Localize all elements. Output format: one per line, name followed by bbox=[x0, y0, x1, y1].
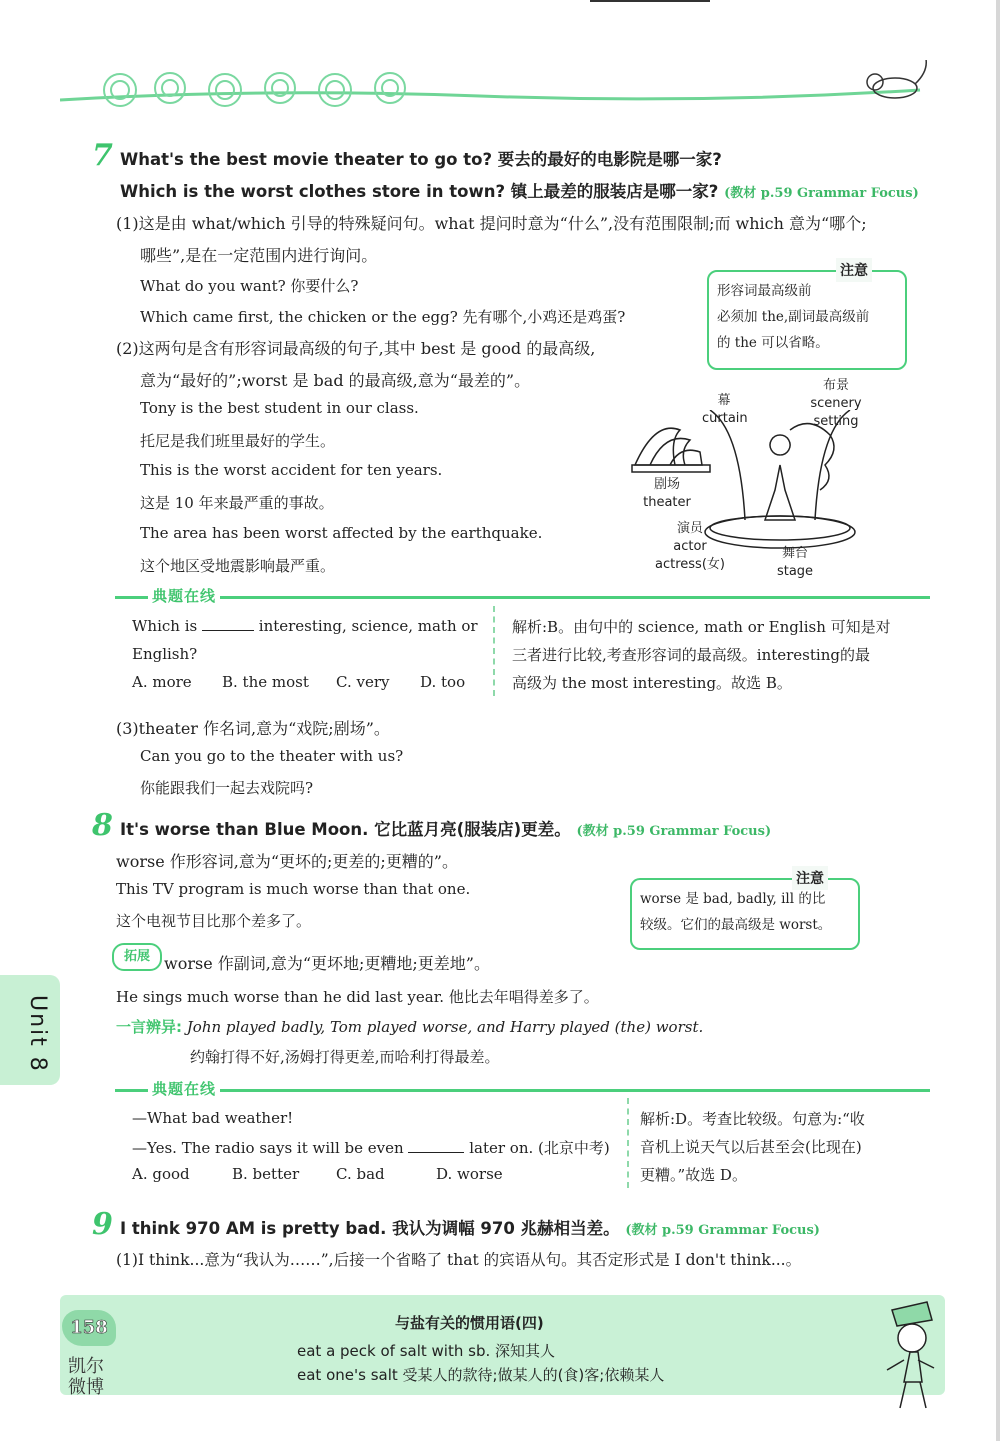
note-tag-1: 注意 bbox=[836, 258, 872, 282]
p1-q-part-a: Which is bbox=[132, 617, 198, 635]
expand-badge: 拓展 bbox=[112, 943, 162, 971]
s8-yiyan-cn: 约翰打得不好,汤姆打得更差,而哈利打得最差。 bbox=[190, 1048, 500, 1066]
note-tag-2: 注意 bbox=[792, 866, 828, 890]
opera-house-icon bbox=[635, 428, 702, 465]
scenery-en: scenery setting bbox=[810, 396, 862, 429]
p2-q2-part-a: —Yes. The radio says it will be even bbox=[132, 1139, 404, 1157]
note-1-line-3: 的 the 可以省略。 bbox=[717, 335, 829, 351]
s8-line4: He sings much worse than he did last year. 他比去年唱得差多了。 bbox=[116, 988, 599, 1006]
section-7-ref: (教材 p.59 Grammar Focus) bbox=[724, 186, 919, 201]
idiom-2: eat one's salt 受某人的款待;做某人的(食)客;依赖某人 bbox=[297, 1366, 665, 1384]
actress-label: actress(女) bbox=[655, 557, 725, 572]
practice-divider-2 bbox=[627, 1098, 629, 1188]
p2-analysis-1: 解析:D。考查比较级。句意为:“收 bbox=[640, 1110, 865, 1128]
unit-tab bbox=[0, 975, 60, 1085]
brand bbox=[68, 1356, 118, 1398]
label-actor bbox=[650, 520, 730, 574]
s7-p2-line2: 意为“最好的”;worst 是 bad 的最高级,意为“最差的”。 bbox=[140, 371, 531, 390]
label-scenery bbox=[786, 377, 886, 431]
p1-option-c: C. very bbox=[336, 673, 390, 691]
s7-p2-line1: (2)这两句是含有形容词最高级的句子,其中 best 是 good 的最高级, bbox=[116, 339, 596, 358]
s7-p3: (3)theater 作名词,意为“戏院;剧场”。 bbox=[116, 719, 390, 738]
p1-option-a: A. more bbox=[132, 673, 192, 691]
s8-line3: 这个电视节目比那个差多了。 bbox=[116, 912, 312, 930]
s7-ex-en-2: This is the worst accident for ten years. bbox=[140, 461, 443, 479]
note-2-line-2: 较级。它们的最高级是 worst。 bbox=[640, 917, 832, 933]
s7-example-1: What do you want? 你要什么? bbox=[140, 277, 359, 295]
s8-yiyan bbox=[116, 1016, 703, 1037]
section-8-ref: (教材 p.59 Grammar Focus) bbox=[576, 824, 772, 839]
note-2-line-1: worse 是 bad, badly, ill 的比 bbox=[640, 891, 826, 907]
cartoon-kid-icon bbox=[872, 1290, 952, 1420]
s7-ex-cn-1: 托尼是我们班里最好的学生。 bbox=[140, 432, 336, 450]
p1-option-b: B. the most bbox=[222, 673, 309, 691]
s8-expand-text: worse 作副词,意为“更坏地;更糟地;更差地”。 bbox=[164, 954, 490, 973]
section-8-heading bbox=[120, 816, 771, 840]
answer-blank-1[interactable] bbox=[202, 629, 254, 631]
p2-analysis-2: 音机上说天气以后甚至会(比现在) bbox=[640, 1138, 862, 1156]
note-1-line-1: 形容词最高级前 bbox=[717, 283, 812, 299]
s8-line1: worse 作形容词,意为“更坏的;更差的;更糟的”。 bbox=[116, 852, 458, 871]
section-7-number: 7 bbox=[92, 138, 113, 173]
p1-question-line2: English? bbox=[132, 645, 198, 663]
section-9-heading-text: I think 970 AM is pretty bad. 我认为调幅 970 兆赫相当差。 bbox=[120, 1219, 620, 1238]
s7-example-2: Which came first, the chicken or the egg? 先有哪个,小鸡还是鸡蛋? bbox=[140, 308, 626, 326]
s7-p1-line2: 哪些”,是在一定范围内进行询问。 bbox=[140, 246, 378, 265]
actor-cn: 演员 bbox=[676, 521, 703, 536]
label-theater bbox=[642, 476, 692, 512]
s7-ex-en-3: The area has been worst affected by the earthquake. bbox=[140, 524, 543, 542]
s8-line2: This TV program is much worse than that one. bbox=[116, 880, 471, 898]
s7-ex-en-1: Tony is the best student in our class. bbox=[140, 399, 419, 417]
idiom-1: eat a peck of salt with sb. 深知其人 bbox=[297, 1342, 555, 1360]
theater-cn: 剧场 bbox=[653, 477, 680, 492]
p2-option-c: C. bad bbox=[336, 1165, 385, 1183]
p2-q1: —What bad weather! bbox=[132, 1109, 294, 1127]
p1-option-d: D. too bbox=[420, 673, 466, 691]
yiyan-en: John played badly, Tom played worse, and Harry played (the) worst. bbox=[186, 1018, 704, 1036]
s7-p3-ex2: 你能跟我们一起去戏院吗? bbox=[140, 779, 314, 797]
p2-option-d: D. worse bbox=[436, 1165, 503, 1183]
section-7-heading-2 bbox=[120, 178, 919, 202]
s7-p1-line1: (1)这是由 what/which 引导的特殊疑问句。what 提问时意为“什么”,没有范围限制;而 which 意为“哪个; bbox=[116, 214, 867, 233]
s7-p3-ex1: Can you go to the theater with us? bbox=[140, 747, 404, 765]
note-1-line-2: 必须加 the,副词最高级前 bbox=[717, 309, 870, 325]
brand-line-1: 凯尔 bbox=[68, 1356, 104, 1377]
actor-en: actor bbox=[673, 539, 707, 554]
curtain-cn: 幕 bbox=[717, 393, 731, 408]
practice-tag-1: 典题在线 bbox=[148, 585, 220, 606]
top-rule bbox=[590, 0, 710, 2]
curtain-en: curtain bbox=[702, 411, 748, 426]
practice-divider-1 bbox=[493, 606, 495, 696]
p2-q2 bbox=[132, 1137, 610, 1158]
unit-label: Unit 8 bbox=[25, 995, 50, 1073]
p2-q2-part-b: later on. (北京中考) bbox=[469, 1139, 610, 1157]
yiyan-label: 一言辨异: bbox=[116, 1018, 182, 1036]
note-box-1 bbox=[707, 270, 907, 370]
theater-en: theater bbox=[643, 495, 691, 510]
p1-analysis-2: 三者进行比较,考查形容词的最高级。interesting的最 bbox=[512, 646, 870, 664]
scenery-cn: 布景 bbox=[822, 378, 849, 393]
heading-2-text: Which is the worst clothes store in town? 镇上最差的服装店是哪一家? bbox=[120, 182, 719, 201]
s7-ex-cn-2: 这是 10 年来最严重的事故。 bbox=[140, 494, 334, 512]
section-9-heading bbox=[120, 1215, 820, 1239]
header-decoration bbox=[60, 60, 940, 112]
practice-tag-2: 典题在线 bbox=[148, 1078, 220, 1099]
idiom-title: 与盐有关的惯用语(四) bbox=[395, 1314, 544, 1332]
page-edge bbox=[996, 0, 1000, 1441]
label-stage bbox=[770, 545, 820, 581]
p1-analysis-3: 高级为 the most interesting。故选 B。 bbox=[512, 674, 792, 692]
p2-option-a: A. good bbox=[132, 1165, 190, 1183]
stage-cn: 舞台 bbox=[781, 546, 808, 561]
p2-analysis-3: 更糟。”故选 D。 bbox=[640, 1166, 747, 1184]
section-9-number: 9 bbox=[92, 1207, 113, 1242]
section-9-ref: (教材 p.59 Grammar Focus) bbox=[625, 1223, 820, 1238]
brand-line-2: 微博 bbox=[68, 1377, 104, 1398]
section-8-number: 8 bbox=[92, 808, 113, 843]
answer-blank-2[interactable] bbox=[408, 1152, 464, 1153]
section-7-heading-1: What's the best movie theater to go to? 要去的最好的电影院是哪一家? bbox=[120, 150, 722, 169]
p2-option-b: B. better bbox=[232, 1165, 300, 1183]
page-number: 158 bbox=[62, 1310, 116, 1346]
s7-ex-cn-3: 这个地区受地震影响最严重。 bbox=[140, 557, 336, 575]
p1-q-part-b: interesting, science, math or bbox=[258, 617, 478, 635]
label-curtain bbox=[702, 392, 746, 428]
p1-question-line1 bbox=[132, 617, 478, 635]
stage-en: stage bbox=[776, 564, 814, 579]
p1-analysis-1: 解析:B。由句中的 science, math or English 可知是对 bbox=[512, 618, 891, 636]
actress-figure bbox=[765, 435, 795, 520]
s9-line1: (1)I think...意为“我认为……”,后接一个省略了 that 的宾语从句。其否定形式是 I don't think...。 bbox=[116, 1251, 802, 1269]
section-8-heading-text: It's worse than Blue Moon. 它比蓝月亮(服装店)更差。 bbox=[120, 820, 571, 839]
